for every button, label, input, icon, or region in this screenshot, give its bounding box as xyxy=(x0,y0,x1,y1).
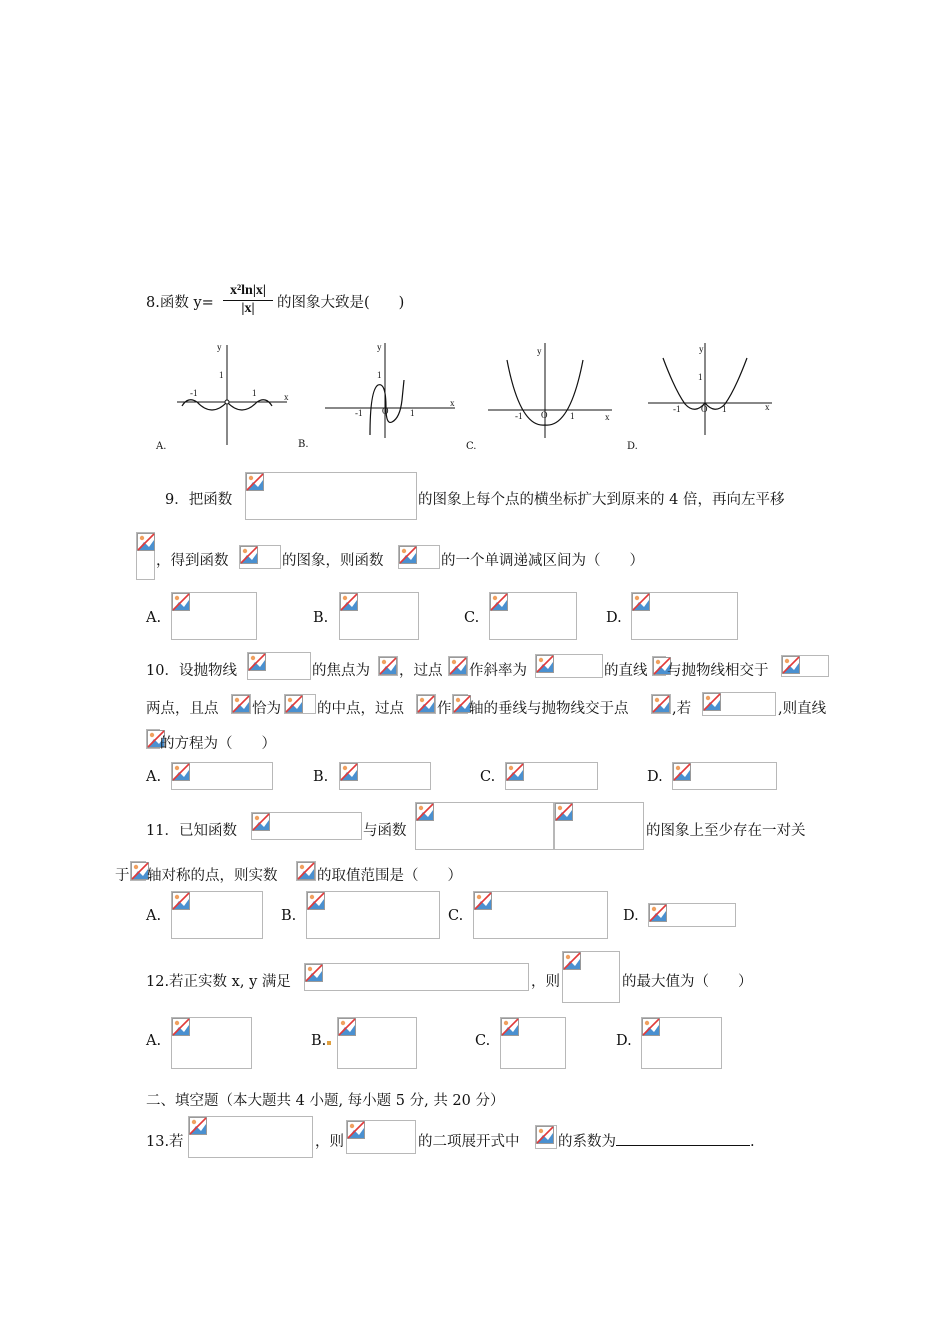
section2-title: 二、填空题（本大题共 4 小题, 每小题 5 分, 共 20 分） xyxy=(146,1093,505,1109)
broken-image-icon xyxy=(338,1018,356,1036)
q12-option-c-image xyxy=(500,1017,566,1069)
graph-c-origin: O xyxy=(541,410,548,420)
q10-ab-image xyxy=(781,655,829,677)
q12-condition-image xyxy=(304,963,529,991)
graph-a-tick-left: -1 xyxy=(190,388,198,398)
broken-image-icon xyxy=(490,593,508,611)
q8-option-b: B. xyxy=(298,439,309,450)
q13-term-image xyxy=(535,1125,557,1149)
q10-line-image xyxy=(652,656,666,676)
q13-b: ，则 xyxy=(315,1134,344,1150)
q12-c: 的最大值为（ ） xyxy=(622,974,753,990)
q8-graph-a xyxy=(172,340,292,450)
broken-image-icon xyxy=(673,763,691,781)
q10-point-p-image xyxy=(231,694,251,714)
q10-l2-f: ,若 xyxy=(672,701,692,717)
q11-l2-a: 于 xyxy=(115,868,130,884)
q9-option-b: B. xyxy=(313,610,329,626)
broken-image-icon xyxy=(172,892,190,910)
q12-b: ，则 xyxy=(531,974,560,990)
q11-option-b-image xyxy=(306,891,440,939)
broken-image-icon xyxy=(501,1018,519,1036)
broken-image-icon xyxy=(536,655,554,673)
q8-graph-d xyxy=(645,340,775,440)
broken-image-icon xyxy=(555,803,573,821)
graph-d-tick-right: 1 xyxy=(722,404,727,414)
q9-option-a-image xyxy=(171,592,257,640)
q11-option-c-image xyxy=(473,891,608,939)
q11-option-c: C. xyxy=(448,908,464,924)
q12-option-a: A. xyxy=(146,1033,162,1049)
broken-image-icon xyxy=(782,656,800,674)
q11-option-b: B. xyxy=(281,908,297,924)
q8-option-d: D. xyxy=(627,441,638,452)
q10-l2-b: 恰为 xyxy=(252,701,281,717)
q10-l1-f: 与抛物线相交于 xyxy=(667,663,769,679)
broken-image-icon xyxy=(172,593,190,611)
q12-option-d: D. xyxy=(616,1033,632,1049)
q10-l1-c: ，过点 xyxy=(399,663,443,679)
graph-c-y-label: y xyxy=(537,346,542,356)
broken-image-icon xyxy=(536,1126,554,1144)
q11-axis-image xyxy=(130,861,146,881)
q9-line2-a: ，得到函数 xyxy=(156,553,229,569)
q9-line1-a: 9．把函数 xyxy=(165,492,233,508)
broken-image-icon xyxy=(649,904,667,922)
graph-c-tick-left: -1 xyxy=(515,411,523,421)
broken-image-icon xyxy=(416,803,434,821)
q8-numerator: x²ln|x| xyxy=(223,283,273,301)
graph-a-y-label: y xyxy=(217,342,222,352)
q9-option-c: C. xyxy=(464,610,480,626)
broken-image-icon xyxy=(474,892,492,910)
q13-d: 的系数为 xyxy=(558,1134,616,1150)
q12-option-b: B. xyxy=(311,1033,327,1049)
q12-a: 12.若正实数 x, y 满足 xyxy=(146,974,291,990)
q12-option-a-image xyxy=(171,1017,252,1069)
broken-image-icon xyxy=(652,695,670,713)
graph-a-tick-right: 1 xyxy=(252,388,257,398)
broken-image-icon xyxy=(703,693,721,711)
q11-function-g-image xyxy=(415,802,554,850)
q10-parabola-image xyxy=(247,652,311,680)
q13-answer-blank xyxy=(616,1132,750,1146)
q13-a: 13.若 xyxy=(146,1134,184,1150)
broken-image-icon xyxy=(340,763,358,781)
q10-option-d-image xyxy=(672,762,777,790)
q10-point-image xyxy=(448,656,468,676)
graph-d-origin: O xyxy=(701,404,708,414)
q8-prefix: 8.函数 y= xyxy=(146,295,214,311)
q10-l2-g: ,则直线 xyxy=(778,701,827,717)
q13-condition-image xyxy=(188,1116,313,1158)
q10-option-d: D. xyxy=(647,769,663,785)
q10-option-a-image xyxy=(171,762,273,790)
q10-condition-image xyxy=(702,692,776,716)
q10-l2-c: 的中点，过点 xyxy=(317,701,404,717)
stray-mark xyxy=(327,1041,331,1045)
q11-param-image xyxy=(296,861,316,881)
q11-function-g2-image xyxy=(554,802,644,850)
broken-image-icon xyxy=(248,653,266,671)
q11-option-d: D. xyxy=(623,908,639,924)
graph-d-tick-left: -1 xyxy=(673,404,681,414)
graph-d-tick-y: 1 xyxy=(698,372,703,382)
q10-option-c-image xyxy=(505,762,598,790)
broken-image-icon xyxy=(137,533,155,551)
q10-l2-a: 两点，且点 xyxy=(146,701,219,717)
q11-l2-b: 轴对称的点，则实数 xyxy=(147,868,278,884)
q8-option-a: A. xyxy=(156,441,167,452)
q9-option-c-image xyxy=(489,592,577,640)
q11-function-f-image xyxy=(251,812,362,840)
broken-image-icon xyxy=(240,546,258,564)
q11-l1-c: 的图象上至少存在一对关 xyxy=(646,823,806,839)
q10-option-b: B. xyxy=(313,769,329,785)
broken-image-icon xyxy=(340,593,358,611)
graph-b-origin: O xyxy=(382,406,389,416)
broken-image-icon xyxy=(347,1121,365,1139)
q10-slope-image xyxy=(535,654,603,678)
broken-image-icon xyxy=(252,813,270,831)
q10-option-c: C. xyxy=(480,769,496,785)
q11-l1-a: 11．已知函数 xyxy=(146,823,237,839)
broken-image-icon xyxy=(189,1117,207,1135)
q10-l1-a: 10．设抛物线 xyxy=(146,663,237,679)
q8-fraction xyxy=(223,283,273,317)
q8-denominator: |x| xyxy=(241,301,255,316)
broken-image-icon xyxy=(417,695,435,713)
graph-b-tick-right: 1 xyxy=(410,408,415,418)
q10-axis-image xyxy=(452,694,468,714)
q9-function-image xyxy=(245,472,417,520)
q10-focus-image xyxy=(378,656,398,676)
graph-b-tick-left: -1 xyxy=(355,408,363,418)
q9-option-b-image xyxy=(339,592,419,640)
q10-line-l-image xyxy=(146,729,160,749)
broken-image-icon xyxy=(399,546,417,564)
graph-d-y-label: y xyxy=(699,344,704,354)
q11-option-a: A. xyxy=(146,908,162,924)
q13-e: . xyxy=(750,1134,755,1150)
q11-l2-c: 的取值范围是（ ） xyxy=(317,868,462,884)
q12-expression-image xyxy=(562,951,620,1003)
q13-tail xyxy=(558,1130,755,1151)
q10-l2-d: 作 xyxy=(437,701,452,717)
q8-graph-b xyxy=(320,340,460,440)
broken-image-icon xyxy=(506,763,524,781)
broken-image-icon xyxy=(297,862,315,880)
q9-option-a: A. xyxy=(146,610,162,626)
q13-binomial-image xyxy=(346,1120,416,1154)
q8-option-c: C. xyxy=(466,441,477,452)
q9-line2-b: 的图象，则函数 xyxy=(282,553,384,569)
q10-l1-d: 作斜率为 xyxy=(469,663,527,679)
broken-image-icon xyxy=(449,657,467,675)
q10-option-b-image xyxy=(339,762,431,790)
q9-line2-c: 的一个单调递减区间为（ ） xyxy=(441,553,644,569)
q10-point-p2-image xyxy=(416,694,436,714)
q9-line1-b: 的图象上每个点的横坐标扩大到原来的 4 倍，再向左平移 xyxy=(418,492,785,508)
broken-image-icon xyxy=(307,892,325,910)
q10-option-a: A. xyxy=(146,769,162,785)
q12-option-b-image xyxy=(337,1017,417,1069)
q8-suffix: 的图象大致是( ) xyxy=(277,295,405,311)
q10-l3-a: 的方程为（ ） xyxy=(160,736,276,752)
broken-image-icon xyxy=(172,1018,190,1036)
q9-option-d-image xyxy=(631,592,738,640)
graph-d-x-label: x xyxy=(765,402,770,412)
broken-image-icon xyxy=(632,593,650,611)
broken-image-icon xyxy=(305,964,323,982)
graph-a-x-label: x xyxy=(284,392,289,402)
q13-c: 的二项展开式中 xyxy=(418,1134,520,1150)
q10-l1-e: 的直线 xyxy=(604,663,648,679)
q8-graph-c xyxy=(485,340,615,440)
graph-a-tick-y: 1 xyxy=(219,370,224,380)
q9-option-d: D. xyxy=(606,610,622,626)
broken-image-icon xyxy=(642,1018,660,1036)
q9-new-function-image xyxy=(239,545,281,569)
broken-image-icon xyxy=(379,657,397,675)
q10-segment-image xyxy=(284,694,316,714)
graph-b-x-label: x xyxy=(450,398,455,408)
q10-l1-b: 的焦点为 xyxy=(312,663,370,679)
broken-image-icon xyxy=(563,952,581,970)
graph-c-x-label: x xyxy=(605,412,610,422)
q10-point-q-image xyxy=(651,694,671,714)
broken-image-icon xyxy=(285,695,303,713)
q12-option-d-image xyxy=(641,1017,722,1069)
q11-l1-b: 与函数 xyxy=(363,823,407,839)
q11-option-d-image xyxy=(648,903,736,927)
graph-b-y-label: y xyxy=(377,342,382,352)
q10-l2-e: 轴的垂线与抛物线交于点 xyxy=(469,701,629,717)
broken-image-icon xyxy=(246,473,264,491)
q9-function-g-image xyxy=(398,545,440,569)
graph-b-tick-y: 1 xyxy=(377,370,382,380)
broken-image-icon xyxy=(232,695,250,713)
q11-option-a-image xyxy=(171,891,263,939)
graph-c-tick-right: 1 xyxy=(570,411,575,421)
q9-shift-image xyxy=(136,532,155,580)
q12-option-c: C. xyxy=(475,1033,491,1049)
broken-image-icon xyxy=(172,763,190,781)
